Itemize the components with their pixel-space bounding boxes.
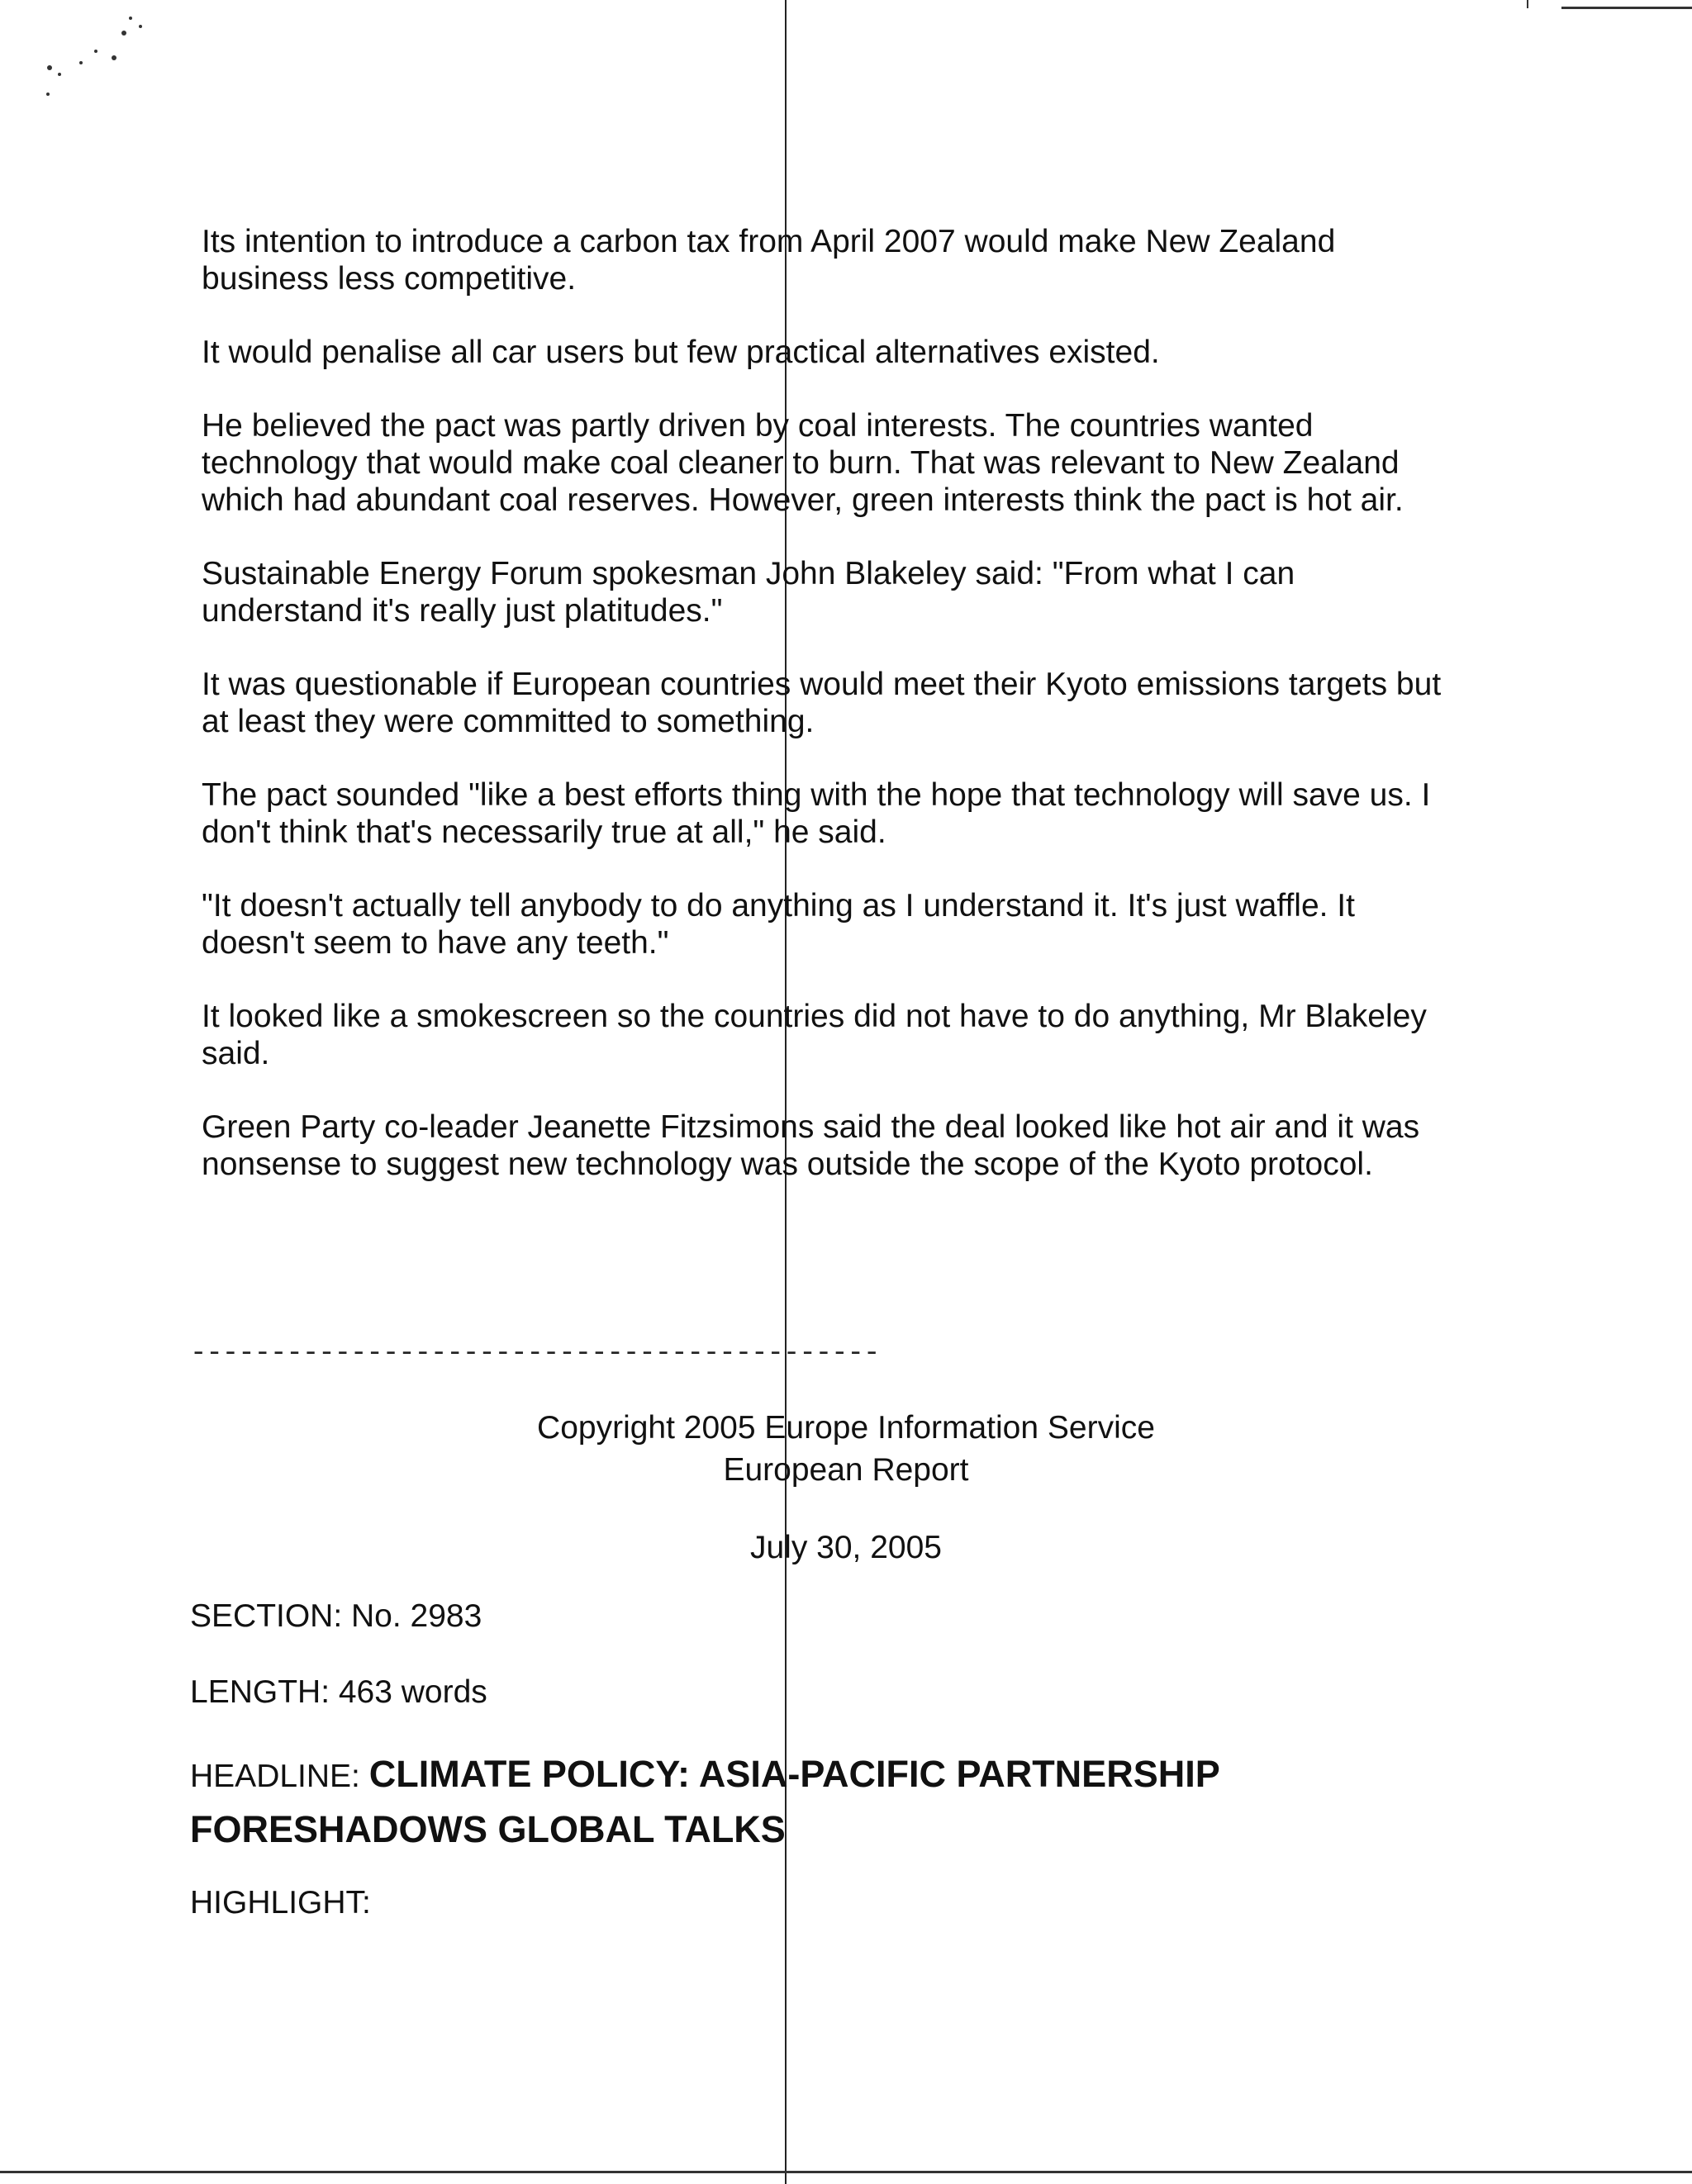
article-paragraph: He believed the pact was partly driven by coal interests. The countries wanted technology that would make coal cleaner to burn. That was relevant to New Zealand which had abundant coal reserves. However, green interests think the pact is hot air. (202, 408, 1404, 518)
article-paragraph: It was questionable if European countries would meet their Kyoto emissions targets but at least they were committed to something. (202, 667, 1442, 739)
scan-edge-line-bottom (0, 2171, 1692, 2173)
article-paragraph: The pact sounded "like a best efforts thing with the hope that technology will save us. I don't think that's necessarily true at all," he said. (202, 777, 1431, 850)
article-paragraph: Sustainable Energy Forum spokesman John Blakeley said: "From what I can understand it's really just platitudes." (202, 556, 1295, 629)
copyright-line: Copyright 2005 Europe Information Service (537, 1410, 1155, 1446)
section-line: SECTION: No. 2983 (190, 1598, 482, 1634)
headline-label: HEADLINE: (190, 1759, 369, 1794)
length-line: LENGTH: 463 words (190, 1674, 487, 1710)
headline-text: CLIMATE POLICY: ASIA-PACIFIC PARTNERSHIP FORESHADOWS GLOBAL TALKS (190, 1753, 1219, 1850)
highlight-label: HIGHLIGHT: (190, 1885, 371, 1920)
article-paragraph: "It doesn't actually tell anybody to do anything as I understand it. It's just waffle. It doesn't seem to have any teeth." (202, 888, 1355, 961)
scan-edge-tick (1527, 0, 1528, 8)
publication-date: July 30, 2005 (749, 1530, 942, 1565)
headline (190, 1751, 1479, 1862)
scan-edge-line-top (1561, 7, 1692, 9)
scan-speckle-marks (41, 8, 157, 107)
publication-name: European Report (723, 1452, 969, 1488)
article-divider: ------------------------------------------- (190, 1338, 880, 1370)
article-paragraph: Its intention to introduce a carbon tax from April 2007 would make New Zealand business less competitive. (202, 224, 1336, 297)
article-body (202, 223, 1457, 1219)
article-paragraph: It looked like a smokescreen so the countries did not have to do anything, Mr Blakeley said. (202, 999, 1427, 1071)
article-paragraph: Green Party co-leader Jeanette Fitzsimons said the deal looked like hot air and it was nonsense to suggest new technology was outside the scope of the Kyoto protocol. (202, 1109, 1420, 1182)
article-paragraph: It would penalise all car users but few practical alternatives existed. (202, 335, 1160, 370)
